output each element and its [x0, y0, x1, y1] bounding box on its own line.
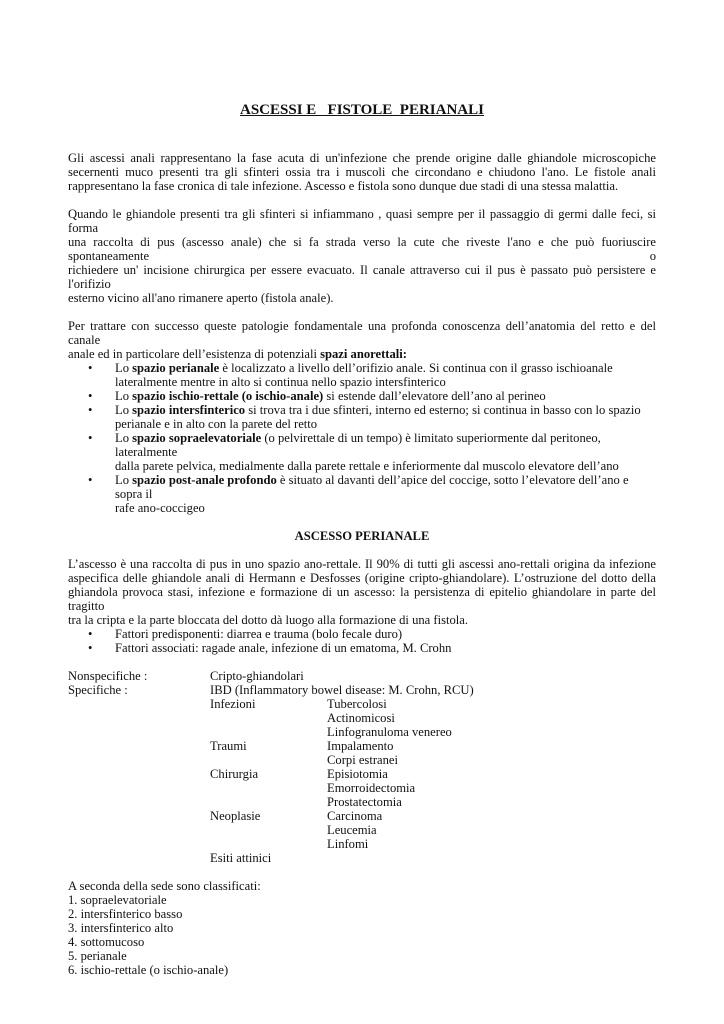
spacer	[68, 305, 656, 319]
table-cell: Nonspecifiche :	[68, 669, 148, 683]
text-segment: Fattori predisponenti: diarrea e trauma (bolo fecale duro)	[115, 627, 403, 641]
table-row	[68, 795, 656, 809]
table-row	[68, 809, 656, 823]
table-cell: Actinomicosi	[327, 711, 395, 725]
text-segment: ghiandola provoca stasi, infezione e formazione di un ascesso: la persistenza di epitelio ghiandolare in parte del tragitto	[68, 585, 656, 613]
spacer	[68, 193, 656, 207]
text-segment: rafe ano-coccigeo	[115, 501, 205, 515]
list-item: 1. sopraelevatoriale	[68, 893, 167, 907]
text-line	[68, 263, 656, 291]
spacer	[68, 655, 656, 669]
classification-list	[68, 893, 656, 977]
table-row	[68, 697, 656, 711]
table-cell: Corpi estranei	[327, 753, 398, 767]
document-body	[68, 151, 656, 977]
text-line	[68, 571, 656, 585]
table-row	[68, 823, 656, 837]
text-segment: Gli ascessi anali rappresentano la fase acuta di un'infezione che prende origine dalle ghiandole microscopiche	[68, 151, 656, 165]
list-item: 4. sottomucoso	[68, 935, 145, 949]
text-segment: ASCESSO PERIANALE	[294, 529, 430, 543]
bullet-item	[68, 473, 656, 501]
text-segment: è localizzato a livello dell’orifizio anale. Si continua con il grasso ischioanale	[219, 361, 613, 375]
text-line	[68, 151, 656, 165]
table-row	[68, 711, 656, 725]
bullet-icon: •	[88, 403, 93, 417]
table-cell: Neoplasie	[210, 809, 261, 823]
text-segment: dalla parete pelvica, medialmente dalla parete rettale e inferiormente dal muscolo elevatore dell’ano	[115, 459, 619, 473]
bullet-icon: •	[88, 641, 93, 655]
text-line	[68, 501, 656, 515]
text-segment: Lo	[115, 473, 133, 487]
bold-term: spazio intersfinterico	[132, 403, 246, 417]
table-cell: Chirurgia	[210, 767, 259, 781]
text-segment: anale ed in particolare dell’esistenza di potenziali	[68, 347, 321, 361]
text-segment: esterno vicino all'ano rimanere aperto (fistola anale).	[68, 291, 334, 305]
table-cell: IBD (Inflammatory bowel disease: M. Crohn, RCU)	[210, 683, 474, 697]
text-segment: si estende dall’elevatore dell’ano al perineo	[323, 389, 546, 403]
text-segment: Lo	[115, 389, 133, 403]
table-cell: Linfomi	[327, 837, 369, 851]
table-cell: Specifiche :	[68, 683, 128, 697]
classification-heading: A seconda della sede sono classificati:	[68, 879, 261, 893]
bold-term: spazio post-anale profondo	[132, 473, 277, 487]
table-cell: Prostatectomia	[327, 795, 402, 809]
text-segment: aspecifica delle ghiandole anali di Hermann e Desfosses (origine cripto-ghiandolare). L’ostruzione del dotto della	[68, 571, 656, 585]
spacer	[68, 543, 656, 557]
bullet-icon: •	[88, 431, 93, 445]
bullet-icon: •	[88, 389, 93, 403]
bullet-icon: •	[88, 473, 93, 487]
section-heading	[68, 529, 656, 543]
table-cell: Impalamento	[327, 739, 394, 753]
text-segment: richiedere un' incisione chirurgica per essere evacuato. Il canale attraverso cui il pus è passato può persistere e l'orifizio	[68, 263, 656, 291]
bullet-item	[68, 403, 656, 417]
table-cell: Traumi	[210, 739, 247, 753]
spacer	[68, 515, 656, 529]
document-title: ASCESSI E FISTOLE PERIANALI	[240, 102, 484, 118]
text-segment: Lo	[115, 361, 133, 375]
table-row	[68, 851, 656, 865]
text-line	[68, 459, 656, 473]
table-row	[68, 669, 656, 683]
list-item: 5. perianale	[68, 949, 127, 963]
table-row	[68, 683, 656, 697]
table-row	[68, 767, 656, 781]
table-cell: Tubercolosi	[327, 697, 387, 711]
bullet-item	[68, 627, 656, 641]
text-line	[68, 179, 656, 193]
bold-term: spazio perianale	[132, 361, 220, 375]
text-segment: secernenti muco presenti tra gli sfinteri ossia tra i muscoli che circondano e chiudono l'ano. Le fistole anali	[68, 165, 656, 179]
text-line	[68, 291, 656, 305]
text-segment: (o pelvirettale di un tempo) è limitato superiormente dal peritoneo, lateralmente	[115, 431, 601, 459]
text-segment: Lo	[115, 403, 133, 417]
text-blocks	[68, 151, 656, 669]
bullet-item	[68, 389, 656, 403]
bullet-icon: •	[88, 361, 93, 375]
text-segment: rappresentano la fase cronica di tale infezione. Ascesso e fistola sono dunque due stadi di una stessa malattia.	[68, 179, 619, 193]
list-item: 3. intersfinterico alto	[68, 921, 174, 935]
etiology-table	[68, 669, 656, 865]
text-segment: Lo	[115, 431, 133, 445]
text-line	[68, 319, 656, 347]
text-segment: lateralmente mentre in alto si continua nello spazio intersfinterico	[115, 375, 446, 389]
text-segment: Fattori associati: ragade anale, infezione di un ematoma, M. Crohn	[115, 641, 452, 655]
table-cell: Linfogranuloma venereo	[327, 725, 452, 739]
table-cell: Leucemia	[327, 823, 377, 837]
text-line	[68, 235, 656, 263]
bullet-item	[68, 641, 656, 655]
table-cell: Esiti attinici	[210, 851, 272, 865]
spacer	[68, 865, 656, 879]
table-cell: Cripto-ghiandolari	[210, 669, 304, 683]
text-line	[68, 375, 656, 389]
text-line	[68, 417, 656, 431]
table-cell: Emorroidectomia	[327, 781, 416, 795]
table-cell: Carcinoma	[327, 809, 383, 823]
bold-term: spazi anorettali:	[320, 347, 407, 361]
table-cell: Episiotomia	[327, 767, 388, 781]
text-segment: perianale e in alto con la parete del retto	[115, 417, 318, 431]
list-item: 2. intersfinterico basso	[68, 907, 183, 921]
text-segment: Quando le ghiandole presenti tra gli sfinteri si infiammano , quasi sempre per il passaggio di germi dalle feci, si forma	[68, 207, 656, 235]
text-segment: una raccolta di pus (ascesso anale) che si fa strada verso la cute che riveste l'ano e che può fuoriuscire spontaneamente o	[68, 235, 656, 263]
bold-term: spazio sopraelevatoriale	[132, 431, 262, 445]
bold-term: spazio ischio-rettale (o ischio-anale)	[132, 389, 324, 403]
text-line	[68, 585, 656, 613]
bullet-icon: •	[88, 627, 93, 641]
text-segment: Per trattare con successo queste patologie fondamentale una profonda conoscenza dell’anatomia del retto e del canale	[68, 319, 656, 347]
list-item: 6. ischio-rettale (o ischio-anale)	[68, 963, 229, 977]
text-line	[68, 165, 656, 179]
text-segment: L’ascesso è una raccolta di pus in uno spazio ano-rettale. Il 90% di tutti gli ascessi ano-rettali origina da infezione	[68, 557, 656, 571]
table-cell: Infezioni	[210, 697, 256, 711]
text-line	[68, 347, 656, 361]
bullet-item	[68, 431, 656, 459]
text-line	[68, 207, 656, 235]
bullet-item	[68, 361, 656, 375]
table-row	[68, 837, 656, 851]
table-row	[68, 739, 656, 753]
text-segment: è situato al davanti dell’apice del coccige, sotto l’elevatore dell’ano e sopra il	[115, 473, 629, 501]
text-line	[68, 557, 656, 571]
table-row	[68, 753, 656, 767]
text-segment: tra la cripta e la parte bloccata del dotto dà luogo alla formazione di una fistola.	[68, 613, 469, 627]
table-row	[68, 781, 656, 795]
table-row	[68, 725, 656, 739]
text-line	[68, 613, 656, 627]
text-segment: si trova tra i due sfinteri, interno ed esterno; si continua in basso con lo spazio	[245, 403, 641, 417]
